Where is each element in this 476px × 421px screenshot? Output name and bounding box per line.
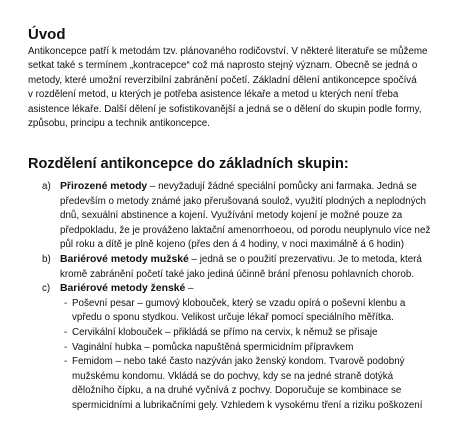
sub-line: vpředu o sponu stydkou. Velikost určuje lékař pomocí speciálního měřítka.: [72, 312, 394, 324]
methods-list: [28, 180, 468, 414]
dash-bullet: -: [64, 326, 68, 338]
methods-heading: [28, 155, 349, 173]
list-line: předpokladu, že je prováženo laktační amenorrhoeou, od porodu neuplynulo více než: [60, 224, 431, 236]
list-text: – nevyžadují žádné speciální pomůcky ani farmaka. Jedná se: [147, 181, 417, 192]
sub-list-item: [28, 326, 468, 341]
list-item: [28, 253, 468, 282]
sub-list-item: [28, 297, 468, 326]
dash-bullet: -: [64, 297, 68, 309]
sub-line: Femidom – nebo také často nazýván jako ženský kondom. Tvarově podobný: [72, 356, 405, 368]
dash-bullet: -: [64, 356, 68, 368]
list-line: [60, 282, 468, 297]
document-page: [28, 0, 468, 411]
list-item: [28, 180, 468, 253]
list-text: –: [185, 283, 194, 295]
list-line: kromě zabránění početí také jako jediná účinně brání přenosu pohlavních chorob.: [60, 268, 415, 280]
methods-heading-text: Rozdělení antikoncepce do základních skupin: [28, 156, 344, 172]
list-term: Přirozené metody: [60, 181, 148, 192]
intro-heading: Úvod: [28, 26, 66, 43]
intro-line: Antikoncepce patří k metodám tzv. plánovaného rodičovství. V některé literatuře se můžeme: [28, 46, 428, 57]
sub-list-item: [28, 341, 468, 356]
sub-line: Poševní pesar – gumový klobouček, který se vzadu opírá o poševní klenbu a: [72, 297, 406, 309]
intro-line: způsobu, principu a technik antikoncepce.: [28, 118, 210, 130]
list-term: Bariérové metody mužské: [60, 253, 189, 265]
list-marker: a): [42, 181, 51, 192]
list-line: [60, 180, 468, 195]
intro-line: asistence lékaře. Další dělení je sofistikovanější a jedná se o dělení do skupin podle formy,: [28, 103, 422, 115]
sub-line: mužskému kondomu. Vkládá se do pochvy, kdy se na jedné straně dotýká: [72, 370, 394, 382]
list-line: dnů, sexuální abstinence a kojení. Využívání metody kojení je možné pouze za: [60, 210, 403, 222]
list-line: půl roku a dítě je plně kojeno (přes den á 4 hodiny, v noci maximálně á 6 hodin): [60, 239, 405, 251]
methods-heading-colon: :: [343, 156, 349, 172]
list-term: Bariérové metody ženské: [60, 283, 186, 295]
list-line: [60, 253, 468, 268]
intro-line: setkat také s termínem „kontracepce“ což má naprosto stejný význam. Obecně se jedná o: [28, 60, 418, 72]
list-marker: c): [42, 283, 51, 295]
list-marker: b): [42, 253, 51, 265]
intro-line: metody, které umožní reverzibilní zabránění početí. Základní dělení antikoncepce spočívá: [28, 74, 417, 86]
list-item: [28, 282, 468, 297]
intro-paragraph: [28, 45, 468, 131]
list-line: především o metody známé jako přerušovaná soulož, využití plodných a neplodných: [60, 195, 426, 207]
list-text: – jedná se o použití prezervativu. Je to metoda, která: [188, 253, 422, 265]
sub-line: Vaginální hubka – pomůcka napuštěná spermicidním přípravkem: [72, 341, 354, 353]
sub-line: děložního čípku, a na druhé vyčnívá z pochvy. Doporučuje se kombinace se: [72, 385, 402, 397]
sub-line: Cervikální klobouček – přikládá se přímo na cervix, k němuž se přisaje: [72, 326, 378, 338]
sub-list-item: [28, 355, 468, 413]
sub-line: spermicidními a lubrikačními gely. Vzhledem k vysokému tření a riziku poškození: [72, 399, 423, 411]
dash-bullet: -: [64, 341, 68, 353]
intro-line: v rozdělení metod, u kterých je potřeba asistence lékaře a metod u kterých není třeba: [28, 89, 399, 101]
